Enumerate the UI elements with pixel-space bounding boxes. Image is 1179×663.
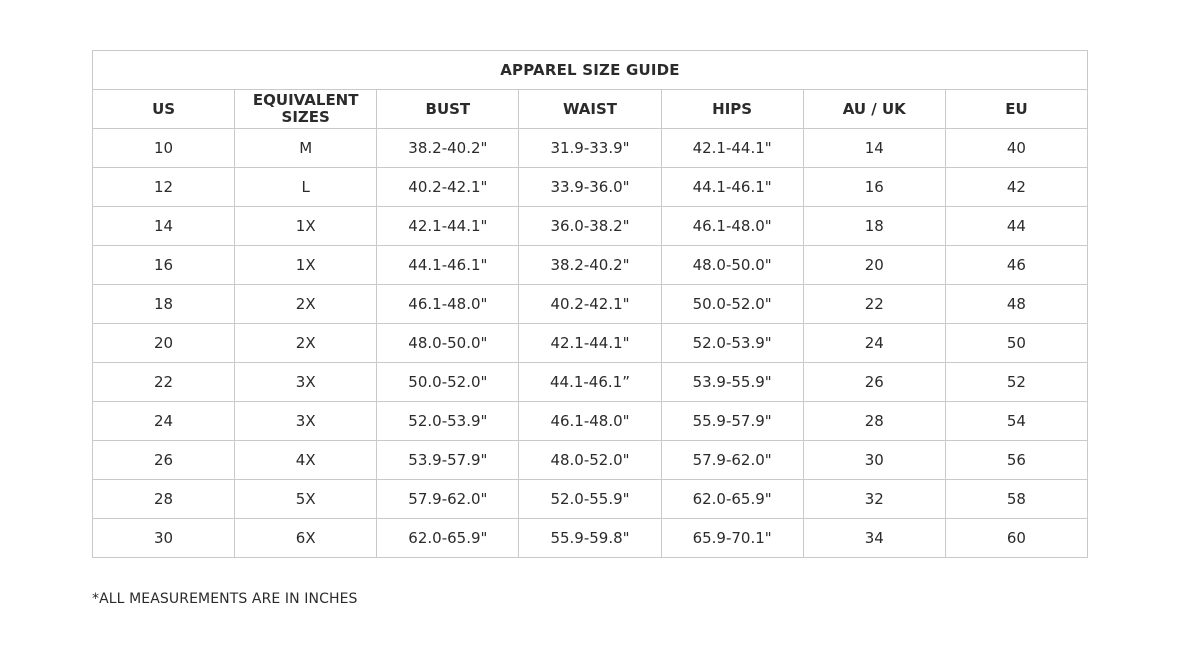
table-row (93, 324, 1088, 363)
cell-waist: 46.1-48.0" (519, 402, 661, 441)
table-body (93, 129, 1088, 558)
cell-eu-size: 48 (945, 285, 1087, 324)
cell-eu-size: 40 (945, 129, 1087, 168)
cell-au-uk-size: 22 (803, 285, 945, 324)
cell-equivalent-size: 1X (235, 246, 377, 285)
title-row (93, 51, 1088, 90)
cell-bust: 42.1-44.1" (377, 207, 519, 246)
cell-waist: 38.2-40.2" (519, 246, 661, 285)
cell-us-size: 16 (93, 246, 235, 285)
table-row (93, 207, 1088, 246)
cell-bust: 57.9-62.0" (377, 480, 519, 519)
cell-hips: 44.1-46.1" (661, 168, 803, 207)
cell-waist: 40.2-42.1" (519, 285, 661, 324)
cell-eu-size: 52 (945, 363, 1087, 402)
cell-equivalent-size: 2X (235, 324, 377, 363)
cell-bust: 50.0-52.0" (377, 363, 519, 402)
cell-bust: 40.2-42.1" (377, 168, 519, 207)
column-header-bust: BUST (377, 90, 519, 129)
table-row (93, 246, 1088, 285)
table-row (93, 519, 1088, 558)
cell-hips: 62.0-65.9" (661, 480, 803, 519)
cell-au-uk-size: 20 (803, 246, 945, 285)
table-head (93, 51, 1088, 129)
cell-hips: 46.1-48.0" (661, 207, 803, 246)
cell-hips: 42.1-44.1" (661, 129, 803, 168)
cell-au-uk-size: 34 (803, 519, 945, 558)
cell-bust: 62.0-65.9" (377, 519, 519, 558)
column-header-hips: HIPS (661, 90, 803, 129)
cell-bust: 38.2-40.2" (377, 129, 519, 168)
cell-eu-size: 60 (945, 519, 1087, 558)
cell-au-uk-size: 32 (803, 480, 945, 519)
cell-hips: 52.0-53.9" (661, 324, 803, 363)
cell-waist: 55.9-59.8" (519, 519, 661, 558)
table-row (93, 363, 1088, 402)
cell-au-uk-size: 28 (803, 402, 945, 441)
cell-eu-size: 42 (945, 168, 1087, 207)
cell-equivalent-size: 1X (235, 207, 377, 246)
cell-au-uk-size: 26 (803, 363, 945, 402)
cell-hips: 50.0-52.0" (661, 285, 803, 324)
cell-waist: 33.9-36.0" (519, 168, 661, 207)
cell-us-size: 22 (93, 363, 235, 402)
cell-bust: 44.1-46.1" (377, 246, 519, 285)
cell-us-size: 30 (93, 519, 235, 558)
cell-us-size: 18 (93, 285, 235, 324)
table-row (93, 402, 1088, 441)
cell-eu-size: 46 (945, 246, 1087, 285)
cell-equivalent-size: 3X (235, 402, 377, 441)
table-row (93, 285, 1088, 324)
size-guide-table (92, 50, 1088, 558)
cell-eu-size: 50 (945, 324, 1087, 363)
cell-waist: 42.1-44.1" (519, 324, 661, 363)
cell-au-uk-size: 24 (803, 324, 945, 363)
cell-au-uk-size: 16 (803, 168, 945, 207)
cell-waist: 31.9-33.9" (519, 129, 661, 168)
footnote: *ALL MEASUREMENTS ARE IN INCHES (92, 591, 358, 607)
cell-bust: 53.9-57.9" (377, 441, 519, 480)
cell-waist: 44.1-46.1” (519, 363, 661, 402)
table-row (93, 441, 1088, 480)
cell-hips: 57.9-62.0" (661, 441, 803, 480)
cell-bust: 52.0-53.9" (377, 402, 519, 441)
cell-eu-size: 54 (945, 402, 1087, 441)
cell-au-uk-size: 14 (803, 129, 945, 168)
cell-hips: 65.9-70.1" (661, 519, 803, 558)
cell-waist: 48.0-52.0" (519, 441, 661, 480)
cell-waist: 36.0-38.2" (519, 207, 661, 246)
cell-au-uk-size: 30 (803, 441, 945, 480)
cell-us-size: 10 (93, 129, 235, 168)
table-row (93, 168, 1088, 207)
cell-us-size: 24 (93, 402, 235, 441)
cell-waist: 52.0-55.9" (519, 480, 661, 519)
cell-us-size: 14 (93, 207, 235, 246)
cell-us-size: 28 (93, 480, 235, 519)
cell-equivalent-size: 6X (235, 519, 377, 558)
cell-equivalent-size: M (235, 129, 377, 168)
table-row (93, 480, 1088, 519)
cell-hips: 53.9-55.9" (661, 363, 803, 402)
header-row (93, 90, 1088, 129)
cell-us-size: 26 (93, 441, 235, 480)
cell-equivalent-size: 2X (235, 285, 377, 324)
cell-equivalent-size: 5X (235, 480, 377, 519)
column-header-au-uk: AU / UK (803, 90, 945, 129)
cell-equivalent-size: 3X (235, 363, 377, 402)
cell-eu-size: 44 (945, 207, 1087, 246)
cell-hips: 55.9-57.9" (661, 402, 803, 441)
cell-au-uk-size: 18 (803, 207, 945, 246)
cell-equivalent-size: 4X (235, 441, 377, 480)
table-row (93, 129, 1088, 168)
cell-eu-size: 58 (945, 480, 1087, 519)
column-header-eu: EU (945, 90, 1087, 129)
cell-equivalent-size: L (235, 168, 377, 207)
table-title: APPAREL SIZE GUIDE (93, 51, 1088, 90)
column-header-waist: WAIST (519, 90, 661, 129)
column-header-equivalent-sizes: EQUIVALENT SIZES (235, 90, 377, 129)
cell-us-size: 12 (93, 168, 235, 207)
cell-eu-size: 56 (945, 441, 1087, 480)
cell-bust: 46.1-48.0" (377, 285, 519, 324)
column-header-us: US (93, 90, 235, 129)
cell-hips: 48.0-50.0" (661, 246, 803, 285)
cell-us-size: 20 (93, 324, 235, 363)
cell-bust: 48.0-50.0" (377, 324, 519, 363)
